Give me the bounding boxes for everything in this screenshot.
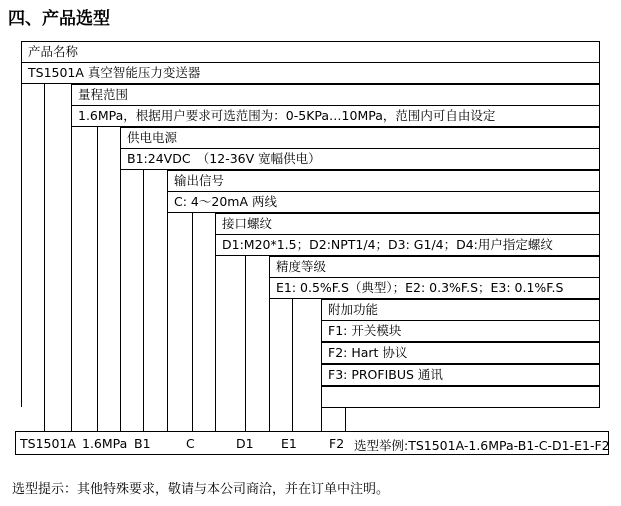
output-value: C: 4～20mA 两线 xyxy=(167,191,600,213)
accuracy-header: 精度等级 xyxy=(269,256,600,278)
code-output: C xyxy=(186,436,195,451)
code-range: 1.6MPa xyxy=(82,436,128,451)
power-header: 供电电源 xyxy=(120,127,600,149)
connector-line xyxy=(120,127,121,431)
connector-line xyxy=(292,298,293,431)
selection-example-bar xyxy=(15,431,609,455)
code-thread: D1 xyxy=(236,436,254,451)
connector-line xyxy=(167,170,168,431)
connector-line xyxy=(143,169,144,431)
extra-f1: F1: 开关模块 xyxy=(321,320,600,342)
connector-line xyxy=(215,213,216,431)
extra-f2: F2: Hart 协议 xyxy=(321,342,600,364)
code-accuracy: E1 xyxy=(281,436,297,451)
product-name-header: 产品名称 xyxy=(21,41,600,63)
product-name-value: TS1501A 真空智能压力变送器 xyxy=(21,62,600,84)
connector-line xyxy=(345,407,346,431)
thread-value: D1:M20*1.5；D2:NPT1/4；D3: G1/4；D4:用户指定螺纹 xyxy=(215,234,600,256)
code-power: B1 xyxy=(134,436,151,451)
extra-f3: F3: PROFIBUS 通讯 xyxy=(321,364,600,386)
connector-line xyxy=(192,212,193,431)
code-model: TS1501A xyxy=(20,436,76,451)
power-value: B1:24VDC （12-36V 宽幅供电） xyxy=(120,148,600,170)
range-value: 1.6MPa，根据用户要求可选范围为：0-5KPa…10MPa，范围内可自由设定 xyxy=(71,105,600,127)
connector-line xyxy=(21,62,22,407)
connector-line xyxy=(97,126,98,431)
accuracy-value: E1: 0.5%F.S（典型）；E2: 0.3%F.S；E3: 0.1%F.S xyxy=(269,277,600,299)
extra-empty xyxy=(321,386,600,408)
connector-line xyxy=(44,83,45,431)
connector-line xyxy=(321,299,322,431)
range-header: 量程范围 xyxy=(71,84,600,106)
output-header: 输出信号 xyxy=(167,170,600,192)
code-extra: F2 xyxy=(329,436,345,451)
connector-line xyxy=(245,255,246,431)
section-title: 四、产品选型 xyxy=(8,9,110,29)
extra-header: 附加功能 xyxy=(321,299,600,321)
connector-line xyxy=(269,256,270,431)
selection-example: 选型举例:TS1501A-1.6MPa-B1-C-D1-E1-F2 xyxy=(354,438,610,453)
connector-line xyxy=(71,84,72,431)
selection-note: 选型提示：其他特殊要求，敬请与本公司商洽，并在订单中注明。 xyxy=(12,482,390,497)
thread-header: 接口螺纹 xyxy=(215,213,600,235)
